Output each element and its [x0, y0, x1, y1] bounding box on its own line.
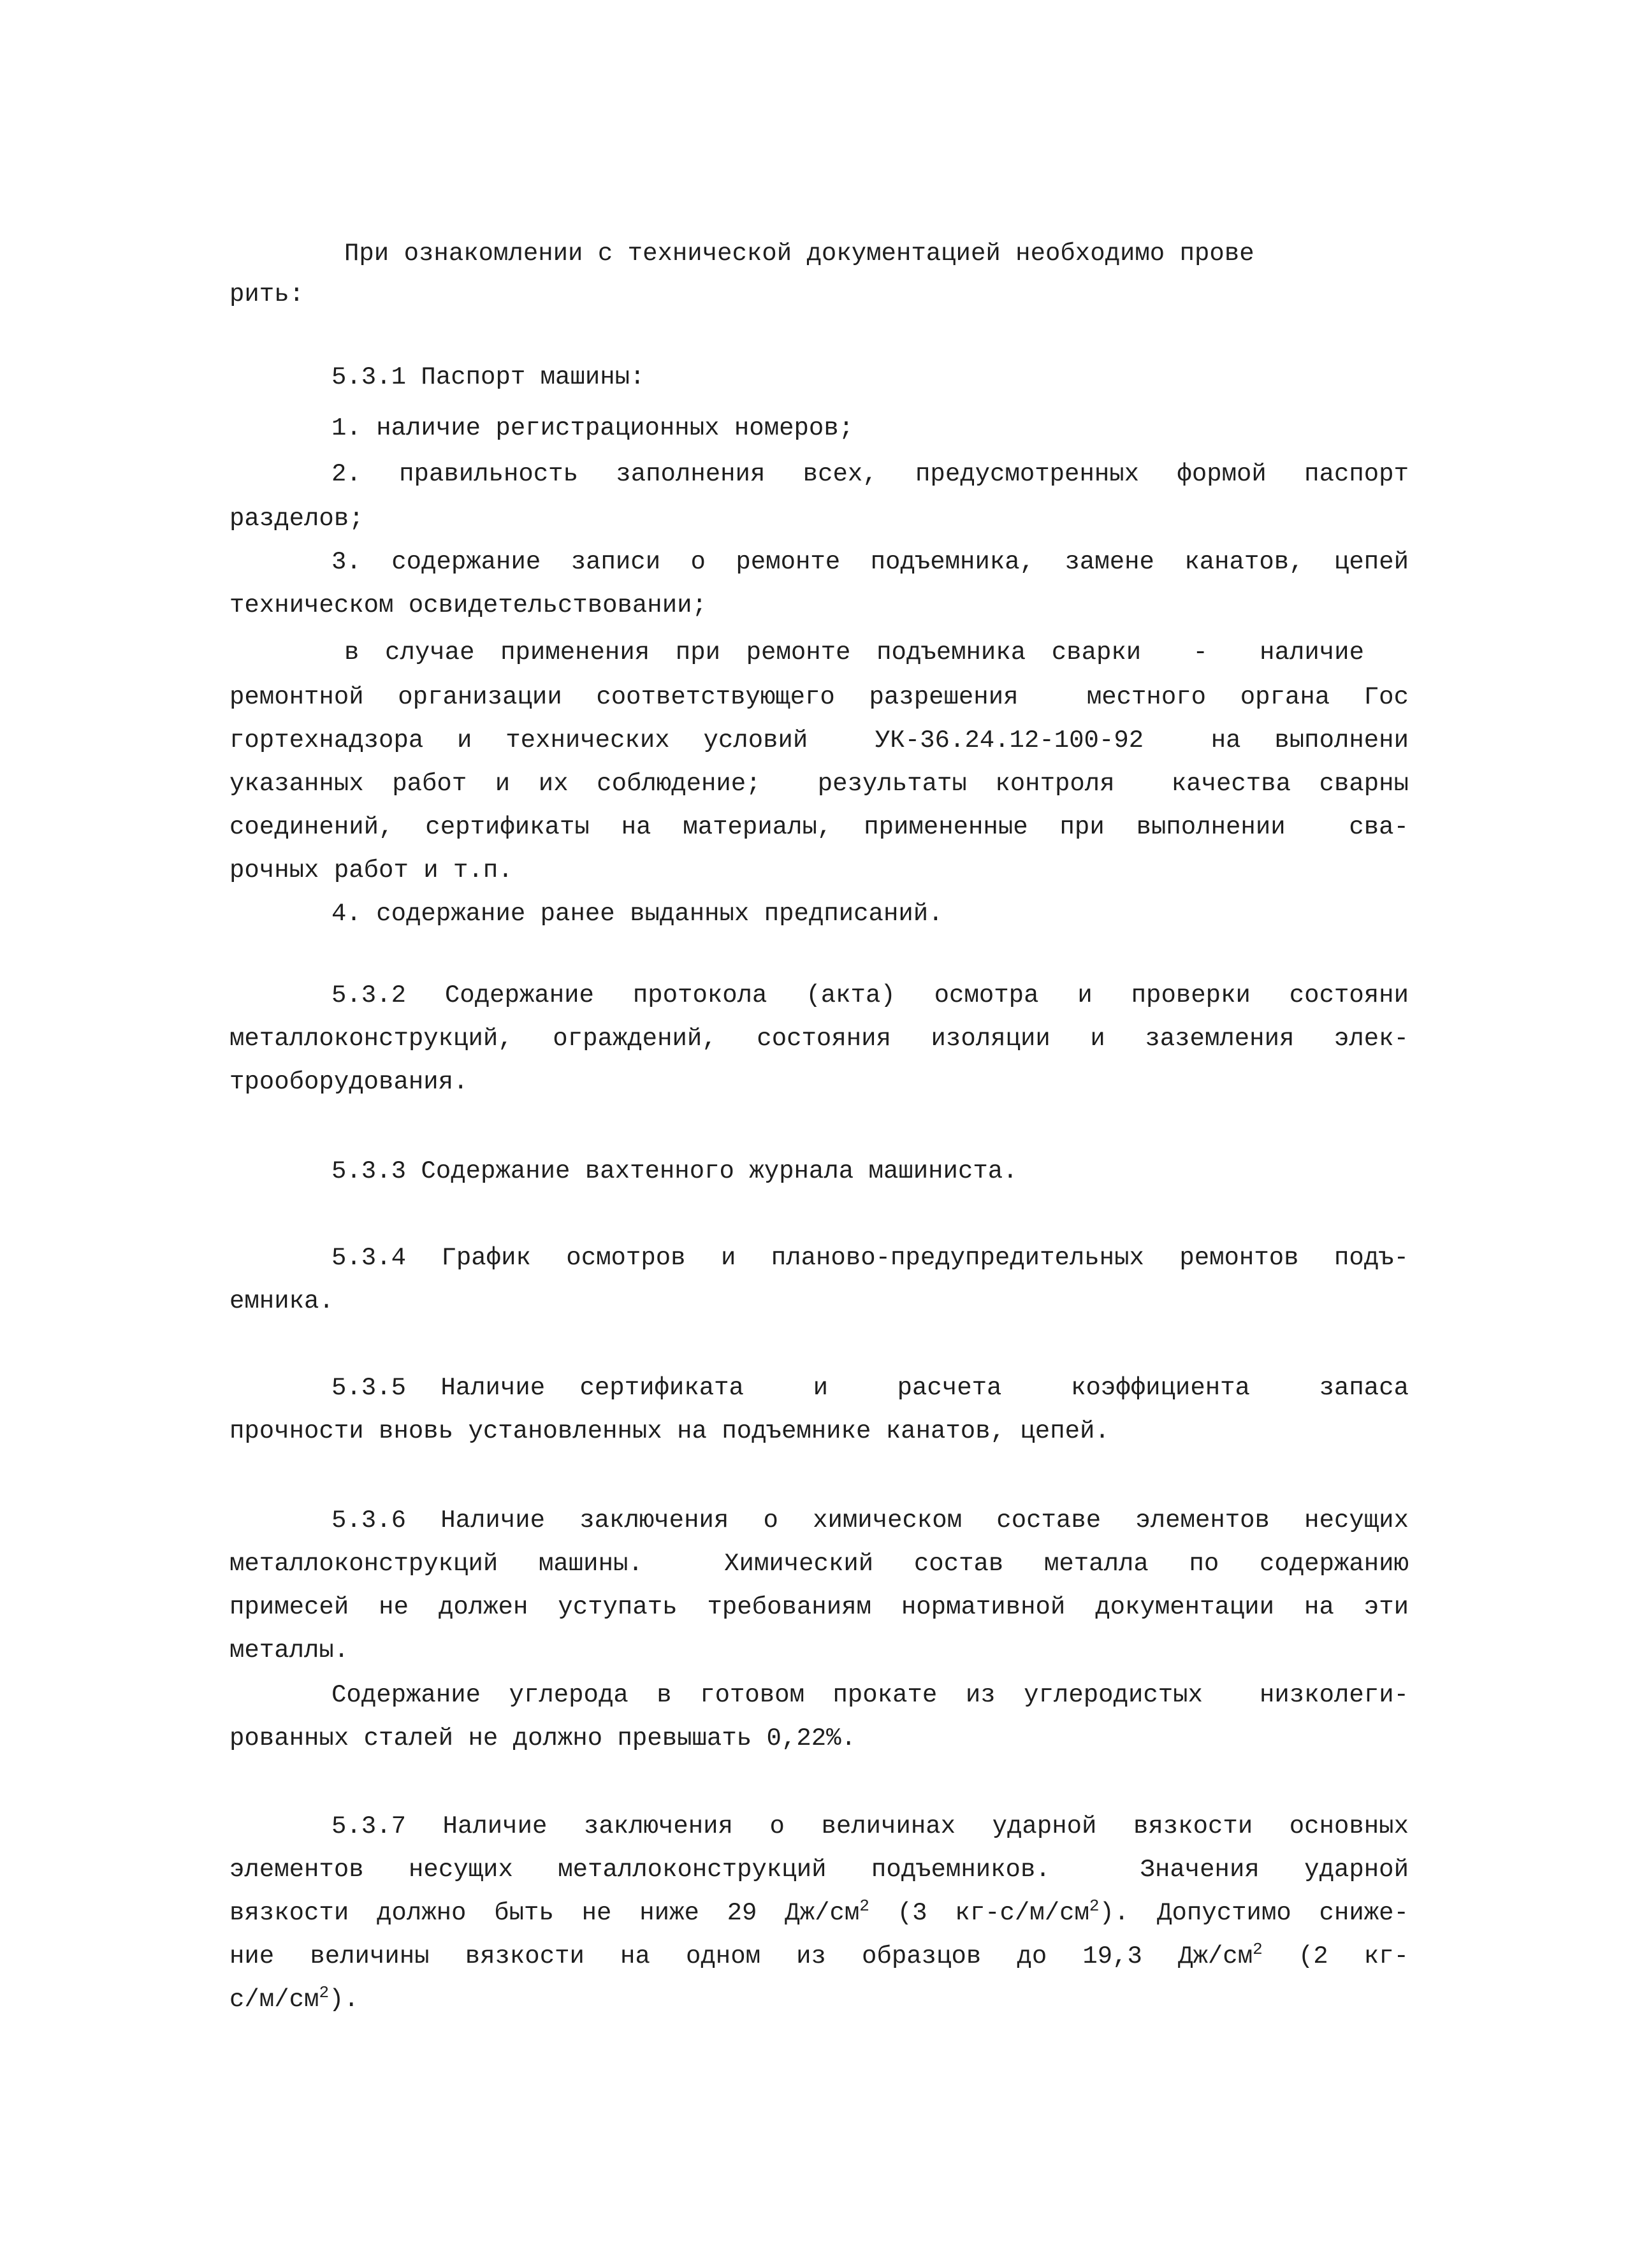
s531-weld-line-3: гортехнадзора и технических условий УК-36.24.12-100-92 на выполнени — [229, 726, 1409, 755]
s536-line-2: металлоконструкций машины. Химический состав металла по содержанию — [229, 1550, 1409, 1578]
superscript-2: 2 — [1253, 1940, 1263, 1959]
intro-line-2: рить: — [229, 280, 305, 308]
s537-line-1: 5.3.7 Наличие заключения о величинах ударной вязкости основных — [331, 1812, 1409, 1840]
s534-line-2: емника. — [229, 1287, 334, 1315]
s531-item-3-line-1: 3. содержание записи о ремонте подъемника, замене канатов, цепей — [331, 548, 1409, 576]
s531-weld-line-2: ремонтной организации соответствующего разрешения местного органа Гос — [229, 683, 1409, 711]
s537-line-2: элементов несущих металлоконструкций подъемников. Значения ударной — [229, 1856, 1409, 1884]
s537-line-5-part-b: ). — [329, 1986, 359, 2014]
s535-line-1: 5.3.5 Наличие сертификата и расчета коэффициента запаса — [331, 1374, 1409, 1402]
superscript-2: 2 — [319, 1983, 330, 2002]
s531-item-2-line-1: 2. правильность заполнения всех, предусмотренных формой паспорт — [331, 460, 1409, 488]
s531-weld-line-6: рочных работ и т.п. — [229, 856, 513, 885]
s536-carbon-line-2: рованных сталей не должно превышать 0,22%. — [229, 1724, 856, 1752]
s537-line-4-part-a: ние величины вязкости на одном из образцов до 19,3 Дж/см — [229, 1942, 1253, 1970]
s531-weld-line-5: соединений, сертификаты на материалы, примененные при выполнении сва- — [229, 813, 1409, 841]
s533-line-1: 5.3.3 Содержание вахтенного журнала машиниста. — [331, 1157, 1018, 1185]
s536-line-3: примесей не должен уступать требованиям нормативной документации на эти — [229, 1593, 1409, 1621]
s537-line-3-part-a: вязкости должно быть не ниже 29 Дж/см — [229, 1899, 860, 1927]
s534-line-1: 5.3.4 График осмотров и планово-предупредительных ремонтов подъ- — [331, 1244, 1409, 1272]
s532-line-3: трооборудования. — [229, 1068, 469, 1096]
s537-line-3-part-c: ). Допустимо сниже- — [1099, 1899, 1409, 1927]
intro-line-1: При ознакомлении с технической документацией необходимо прове — [344, 240, 1254, 268]
s537-line-4-part-b: (2 кг- — [1262, 1942, 1409, 1970]
s536-carbon-line-1: Содержание углерода в готовом прокате из углеродистых низколеги- — [331, 1681, 1409, 1709]
superscript-2: 2 — [859, 1896, 869, 1916]
superscript-2: 2 — [1089, 1896, 1100, 1916]
s537-line-3-part-b: (3 кг-с/м/см — [869, 1899, 1089, 1927]
s536-line-1: 5.3.6 Наличие заключения о химическом составе элементов несущих — [331, 1506, 1409, 1535]
s532-line-2: металлоконструкций, ограждений, состояния изоляции и заземления элек- — [229, 1025, 1409, 1053]
s537-line-4 — [229, 1935, 1409, 1978]
s536-line-4: металлы. — [229, 1636, 349, 1665]
s535-line-2: прочности вновь установленных на подъемнике канатов, цепей. — [229, 1417, 1110, 1445]
s531-weld-line-1: в случае применения при ремонте подъемника сварки - наличие — [344, 639, 1364, 667]
s537-line-3 — [229, 1891, 1409, 1935]
s537-line-5 — [229, 1978, 359, 2021]
s531-item-1: 1. наличие регистрационных номеров; — [331, 414, 854, 442]
s531-item-2-line-2: разделов; — [229, 505, 364, 533]
section-531-heading: 5.3.1 Паспорт машины: — [331, 363, 645, 391]
s531-item-4: 4. содержание ранее выданных предписаний. — [331, 900, 943, 928]
s532-line-1: 5.3.2 Содержание протокола (акта) осмотра и проверки состояни — [331, 981, 1409, 1009]
s531-item-3-line-2: техническом освидетельствовании; — [229, 591, 707, 619]
s531-weld-line-4: указанных работ и их соблюдение; результаты контроля качества сварны — [229, 770, 1409, 798]
s537-line-5-part-a: с/м/см — [229, 1986, 319, 2014]
